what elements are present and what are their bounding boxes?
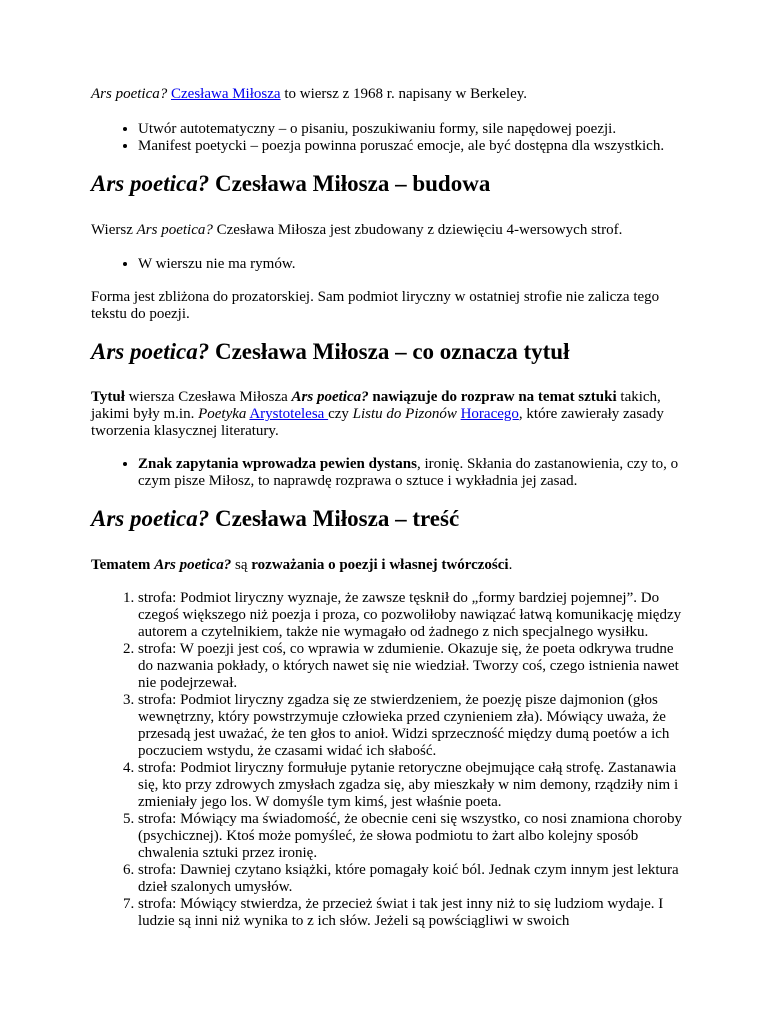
list-item: • Utwór autotematyczny – o pisaniu, poszukiwaniu formy, sile napędowej poezji. [138, 121, 691, 138]
list-item: • W wierszu nie ma rymów. [138, 256, 691, 273]
heading-tresc: Ars poetica? Czesława Miłosza – treść [91, 506, 460, 531]
list-item: 4. strofa: Podmiot liryczny formułuje pytanie retoryczne obejmujące całą strofę. Zastanawia się, kto przy zdrowych zmysłach zgadza się, aby mieszkały w nim demony, rządziły nim i zmieniały jego los. W domyśle tym kimś, jest właśnie poeta. [138, 760, 691, 811]
budowa-paragraph: Wiersz Ars poetica? Czesława Miłosza jest zbudowany z dziewięciu 4-wersowych strof. [91, 222, 623, 238]
budowa-bullet-list [91, 256, 691, 273]
heading-tytul: Ars poetica? Czesława Miłosza – co oznacza tytuł [91, 339, 570, 364]
list-item: 7. strofa: Mówiący stwierdza, że przecież świat i tak jest inny niż to się ludziom wydaje. I ludzie są inni niż wynika to z ich słów. Jeżeli są powściągliwi w swoich [138, 896, 691, 930]
tytul-paragraph: Tytuł wiersza Czesława Miłosza Ars poetica? nawiązuje do rozpraw na temat sztuki takich, jakimi były m.in. Poetyka Arystotelesa czy Listu do Pizonów Horacego, które zawierały zasady tworzenia klasycznej literatury. [91, 389, 664, 439]
tytul-bullet-list [91, 456, 691, 490]
list-item: • Manifest poetycki – poezja powinna poruszać emocje, ale być dostępna dla wszystkich. [138, 138, 691, 155]
author-link[interactable]: Czesława Miłosza [171, 86, 281, 102]
tresc-paragraph: Tematem Ars poetica? są rozważania o poezji i własnej twórczości. [91, 557, 513, 573]
heading-budowa: Ars poetica? Czesława Miłosza – budowa [91, 171, 491, 196]
horace-link[interactable]: Horacego [460, 406, 519, 422]
list-item: 2. strofa: W poezji jest coś, co wprawia w zdumienie. Okazuje się, że poeta odkrywa trudne do nazwania pokłady, o których nawet się nie wiedział. Tworzy coś, czego istnienia nawet nie podejrzewał. [138, 641, 691, 692]
intro-paragraph: Ars poetica? Czesława Miłosza to wiersz z 1968 r. napisany w Berkeley. [91, 86, 528, 102]
intro-bullet-list [91, 121, 691, 155]
list-item: 6. strofa: Dawniej czytano książki, które pomagały koić ból. Jednak czym innym jest lektura dzieł szalonych umysłów. [138, 862, 691, 896]
list-item: 3. strofa: Podmiot liryczny zgadza się ze stwierdzeniem, że poezję pisze dajmonion (głos wewnętrzny, który powstrzymuje człowieka przed czynieniem zła). Mówiący uważa, że przesadą jest uważać, że ten głos to anioł. Widzi sprzeczność między dumą poetów a ich poczuciem wstydu, że czasami widać ich słabość. [138, 692, 691, 760]
strofa-list [91, 590, 691, 930]
list-item: 5. strofa: Mówiący ma świadomość, że obecnie ceni się wszystko, co nosi znamiona choroby (psychicznej). Ktoś może pomyśleć, że słowa podmiotu to żart albo kolejny sposób chwalenia sztuki przez ironię. [138, 811, 691, 862]
list-item: 1. strofa: Podmiot liryczny wyznaje, że zawsze tęsknił do „formy bardziej pojemnej”. Do czegoś większego niż poezja i proza, co pozwoliłoby nawiązać łatwą komunikację między autorem a czytelnikiem, także nie wymagało od żadnego z nich specjalnego wysiłku. [138, 590, 691, 641]
budowa-paragraph-2: Forma jest zbliżona do prozatorskiej. Sam podmiot liryczny w ostatniej strofie nie zalicza tego tekstu do poezji. [91, 289, 660, 322]
aristotle-link[interactable]: Arystotelesa [249, 406, 329, 422]
list-item: • Znak zapytania wprowadza pewien dystans, ironię. Skłania do zastanowienia, czy to, o czym pisze Miłosz, to naprawdę rozprawa o sztuce i wykładnia jej zasad. [138, 456, 691, 490]
poem-title: Ars poetica? [91, 86, 168, 102]
document-page [91, 80, 691, 930]
